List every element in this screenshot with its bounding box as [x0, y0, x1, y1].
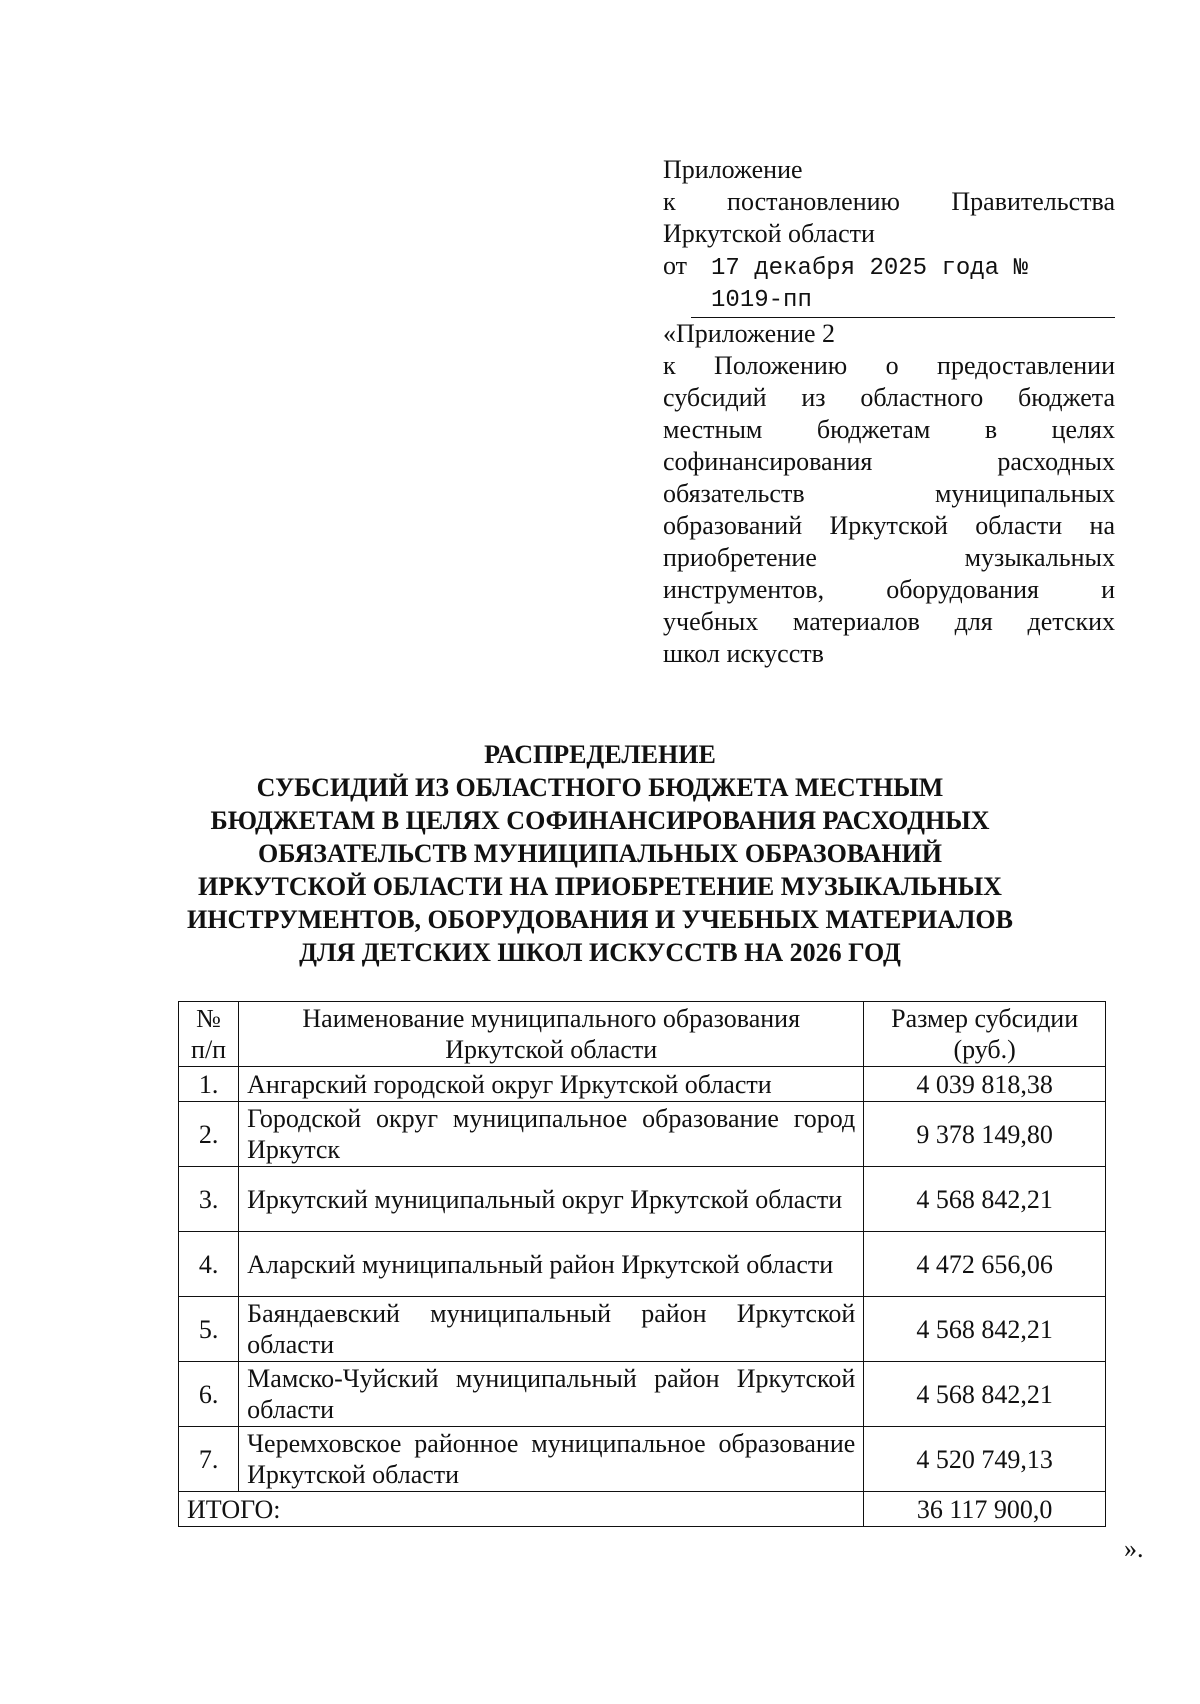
heading-line: ИРКУТСКОЙ ОБЛАСТИ НА ПРИОБРЕТЕНИЕ МУЗЫКАЛЬНЫХ [198, 872, 1002, 901]
closing-quote: ». [1124, 1534, 1144, 1563]
table-row [179, 1067, 1106, 1102]
appendix-header [663, 154, 1115, 318]
appendix-2-line: софинансирования расходных [663, 447, 1115, 476]
appendix-2-title: «Приложение 2 [663, 319, 836, 348]
total-label: ИТОГО: [179, 1492, 864, 1527]
row-amount: 4 520 749,13 [864, 1427, 1106, 1492]
row-amount: 9 378 149,80 [864, 1102, 1106, 1167]
row-municipality: Мамско-Чуйский муниципальный район Иркутской области [239, 1362, 864, 1427]
row-number: 7. [179, 1427, 239, 1492]
header-amount [864, 1002, 1106, 1067]
appendix-line: к постановлению Правительства [663, 187, 1115, 216]
decree-date-number: 17 декабря 2025 года № 1019-пп [691, 253, 1115, 318]
row-municipality: Баяндаевский муниципальный район Иркутской области [239, 1297, 864, 1362]
row-municipality: Ангарский городской округ Иркутской области [239, 1067, 864, 1102]
appendix-2-line: учебных материалов для детских [663, 607, 1115, 636]
table-header-row [179, 1002, 1106, 1067]
heading-line: ИНСТРУМЕНТОВ, ОБОРУДОВАНИЯ И УЧЕБНЫХ МАТЕРИАЛОВ [187, 905, 1013, 934]
heading-line: БЮДЖЕТАМ В ЦЕЛЯХ СОФИНАНСИРОВАНИЯ РАСХОДНЫХ [210, 806, 990, 835]
appendix-line: Иркутской области [663, 219, 875, 248]
row-amount: 4 039 818,38 [864, 1067, 1106, 1102]
heading-line: СУБСИДИЙ ИЗ ОБЛАСТНОГО БЮДЖЕТА МЕСТНЫМ [256, 773, 944, 802]
table-row [179, 1232, 1106, 1297]
table-total-row [179, 1492, 1106, 1527]
row-municipality: Иркутский муниципальный округ Иркутской области [239, 1167, 864, 1232]
header-name-line: Наименование муниципального образования [302, 1004, 801, 1033]
heading-line: РАСПРЕДЕЛЕНИЕ [484, 740, 716, 769]
header-name-line: Иркутской области [445, 1035, 658, 1064]
appendix-line: Приложение [663, 155, 803, 184]
decree-date-line [663, 250, 1115, 318]
row-number: 2. [179, 1102, 239, 1167]
row-amount: 4 568 842,21 [864, 1297, 1106, 1362]
header-name [239, 1002, 864, 1067]
appendix-2-header [663, 318, 1115, 670]
appendix-2-line: местным бюджетам в целях [663, 415, 1115, 444]
header-number [179, 1002, 239, 1067]
row-amount: 4 472 656,06 [864, 1232, 1106, 1297]
heading-line: ДЛЯ ДЕТСКИХ ШКОЛ ИСКУССТВ НА 2026 ГОД [299, 938, 901, 967]
heading-line: ОБЯЗАТЕЛЬСТВ МУНИЦИПАЛЬНЫХ ОБРАЗОВАНИЙ [257, 839, 943, 868]
row-amount: 4 568 842,21 [864, 1167, 1106, 1232]
row-number: 5. [179, 1297, 239, 1362]
table-row [179, 1427, 1106, 1492]
header-number-line: п/п [191, 1035, 227, 1064]
table-row [179, 1362, 1106, 1427]
appendix-2-line: образований Иркутской области на [663, 511, 1115, 540]
appendix-2-line: к Положению о предоставлении [663, 351, 1115, 380]
header-amount-line: (руб.) [953, 1035, 1016, 1064]
row-number: 3. [179, 1167, 239, 1232]
row-municipality: Городской округ муниципальное образование город Иркутск [239, 1102, 864, 1167]
appendix-2-line: обязательств муниципальных [663, 479, 1115, 508]
appendix-2-line: субсидий из областного бюджета [663, 383, 1115, 412]
table-row [179, 1167, 1106, 1232]
row-number: 4. [179, 1232, 239, 1297]
total-value: 36 117 900,0 [864, 1492, 1106, 1527]
subsidy-distribution-table [178, 1001, 1106, 1527]
appendix-2-line: инструментов, оборудования и [663, 575, 1115, 604]
appendix-2-line: школ искусств [663, 639, 824, 668]
row-municipality: Черемховское районное муниципальное образование Иркутской области [239, 1427, 864, 1492]
table-row [179, 1102, 1106, 1167]
row-number: 6. [179, 1362, 239, 1427]
document-heading [150, 738, 1050, 969]
date-prefix: от [663, 251, 688, 280]
header-number-line: № [196, 1004, 221, 1033]
row-number: 1. [179, 1067, 239, 1102]
appendix-2-line: приобретение музыкальных [663, 543, 1115, 572]
row-municipality: Аларский муниципальный район Иркутской области [239, 1232, 864, 1297]
table-row [179, 1297, 1106, 1362]
row-amount: 4 568 842,21 [864, 1362, 1106, 1427]
header-amount-line: Размер субсидии [891, 1004, 1079, 1033]
